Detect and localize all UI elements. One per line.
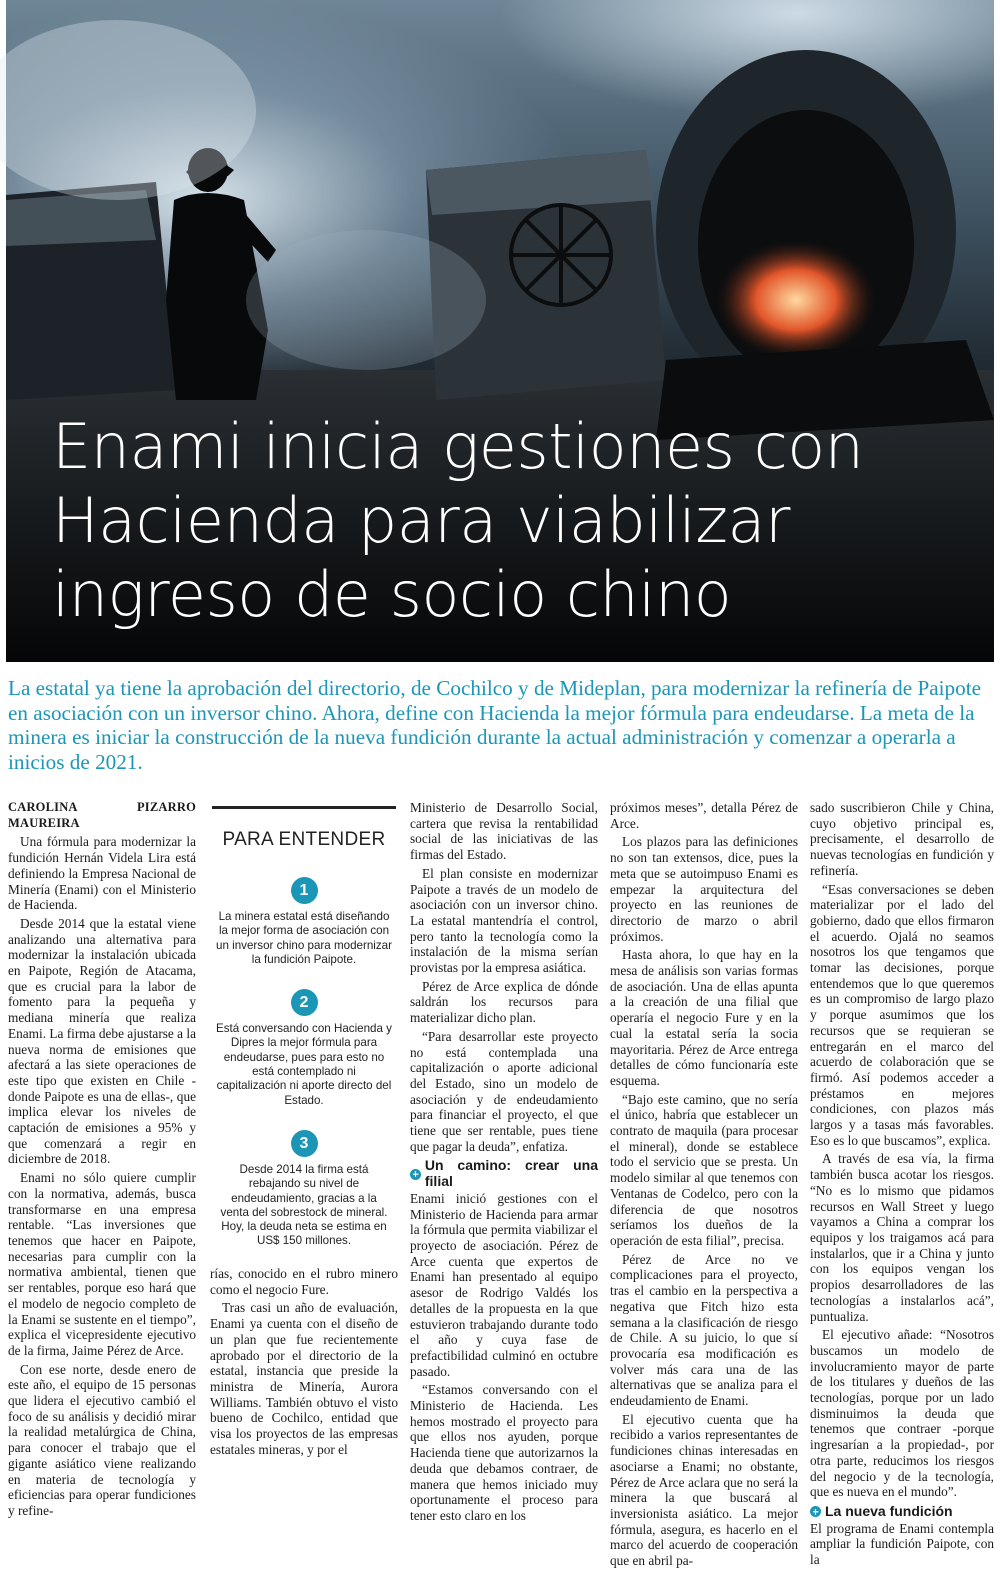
paragraph: Con ese norte, desde enero de este año, el equipo de 15 personas que lidera el ejecutivo cambió el foco de su análisis y decidió mirar la realidad metalúrgica de China, para conocer el trabajo que el gigante asiático viene realizando en materia de tecnología y eficiencias para operar fundiciones y refine-: [8, 1361, 196, 1518]
box-title: PARA ENTENDER: [222, 829, 386, 850]
column-4: [610, 800, 798, 1572]
column-5: [810, 800, 994, 1571]
box-item-text: La minera estatal está diseñando la mejor forma de asociación con un inversor chino para modernizar la fundición Paipote.: [216, 910, 392, 966]
column-3: [410, 800, 598, 1527]
box-item-text: Desde 2014 la firma está rebajando su nivel de endeudamiento, gracias a la venta del sobrestock de mineral. Hoy, la deuda neta se estima en US$ 150 millones.: [220, 1162, 388, 1248]
wheel-shape: [511, 205, 611, 305]
plus-bullet-icon: [810, 1506, 821, 1517]
hero-photo: [6, 0, 994, 662]
byline: CAROLINA PIZARRO MAUREIRA: [8, 800, 196, 830]
paragraph: A través de esa vía, la firma también busca acotar los riesgos. “No es lo mismo que pidamos recursos en Wall Street y luego vayamos a China a comprar los equipos y los traigamos acá para instalarlos, que ir a China y junto con los equipos vengan los propios desarrolladores de las tecnologías a instalarlos acá”, puntualiza.: [810, 1151, 994, 1324]
paragraph: próximos meses”, detalla Pérez de Arce.: [610, 800, 798, 831]
plus-bullet-icon: [410, 1169, 421, 1180]
paragraph: “Para desarrollar este proyecto no está contemplada una capitalización o aporte adicional del Estado, sino un modelo de asociación y de endeudamiento para financiar el proyecto, el que tiene que ser rentable, pues tiene que pagar la deuda”, enfatiza.: [410, 1028, 598, 1154]
number-badge: 1: [291, 877, 318, 904]
paragraph: Tras casi un año de evaluación, Enami ya cuenta con el diseño de un plan que fue recientemente aprobado por el directorio de la estatal, instancia que preside la ministra de Minería, Aurora Williams. También obtuvo el visto bueno de Cochilco, entidad que visa los proyectos de las empresas estatales mineras, y por el: [210, 1300, 398, 1457]
paragraph: El ejecutivo añade: “Nosotros buscamos un modelo de involucramiento mayor de parte de los titulares y dueños de las tecnologías, porque por un lado disminuimos la deuda que tenemos que contraer -porque ingresarían a la propiedad-, por otra parte, reducimos los riesgos del negocio y de la tecnología, que es nueva en el mundo”.: [810, 1327, 994, 1500]
subhead-text: Un camino: crear una filial: [424, 1157, 598, 1190]
article-lead: La estatal ya tiene la aprobación del directorio, de Cochilco y de Mideplan, para modernizar la refinería de Paipote en asociación con un inversor chino. Ahora, define con Hacienda la mejor fórmula para endeudarse. La meta de la minera es iniciar la construcción de la nueva fundición durante la actual administración y comenzar a operarla a inicios de 2021.: [8, 676, 982, 774]
paragraph: El plan consiste en modernizar Paipote a través de un modelo de asociación con un inversor chino. La estatal mantendría el control, pero tanto la tecnología como la instalación de la misma serían provistas por la empresa asiática.: [410, 865, 598, 976]
paragraph: sado suscribieron Chile y China, cuyo objetivo principal es, precisamente, el desarrollo de nuevas tecnologías en fundición y refinería.: [810, 800, 994, 878]
paragraph: “Estamos conversando con el Ministerio de Hacienda. Les hemos mostrado el proyecto para que ellos nos ayuden, porque Hacienda tiene que autorizarnos la deuda que debamos contraer, de manera que hemos iniciado muy oportunamente el proceso para tener esto claro en los: [410, 1382, 598, 1523]
paragraph: Una fórmula para modernizar la fundición Hernán Videla Lira está definiendo la Empresa Nacional de Minería (Enami) con el Ministerio de Hacienda.: [8, 834, 196, 913]
paragraph: “Esas conversaciones se deben materializar por el lado del gobierno, dado que ellos firmaron el acuerdo. Ojalá no seamos nosotros los que tengamos que tomar las decisiones, porque entendemos que lo que queremos es un compromiso de largo plazo y porque asumimos que los recursos que se requieran se entregarán en el marco del acuerdo de colaboración que se firmó. Así podemos acceder a préstamos en mejores condiciones, con plazos más largos y a tasas más favorables. Eso es lo que buscamos”, explica.: [810, 881, 994, 1148]
paragraph: Enami inició gestiones con el Ministerio de Hacienda para armar la fórmula que permita viabilizar el proyecto de asociación. Pérez de Arce cuenta que expertos de Enami han presentado al equipo asesor de Rodrigo Valdés los detalles de la propuesta en la que estuvieron trabajando durante todo el año y cuya fase de prefactibilidad culminó en octubre pasado.: [410, 1190, 598, 1379]
box-item-text: Está conversando con Hacienda y Dipres la mejor fórmula para endeudarse, pues para esto no está contemplado ni capitalización ni aporte directo del Estado.: [216, 1022, 392, 1107]
paragraph: El programa de Enami contempla ampliar la fundición Paipote, con la: [810, 1520, 994, 1568]
paragraph: Ministerio de Desarrollo Social, cartera que revisa la rentabilidad social de las iniciativas de las firmas del Estado.: [410, 800, 598, 863]
headline: Enami inicia gestiones con Hacienda para viabilizar ingreso de socio chino: [52, 410, 864, 631]
number-badge: 3: [291, 1130, 318, 1157]
box-item: [212, 877, 396, 967]
para-entender-box: [212, 806, 396, 1256]
paragraph: Pérez de Arce explica de dónde saldrán los recursos para materializar dicho plan.: [410, 978, 598, 1026]
box-item: [212, 1130, 396, 1249]
paragraph: Pérez de Arce no ve complicaciones para el proyecto, tras el cambio en la perspectiva a negativa que Fitch hizo esta semana a la clasificación de riesgo de Chile. A su juicio, lo que sí provocaría esa modificación es volver más cara una de las alternativas que se analiza para el endeudamiento de Enami.: [610, 1251, 798, 1409]
paragraph: “Bajo este camino, que no sería el único, habría que establecer un contrato de maquila (para procesar el mineral), donde se establece todo el servicio que se presta. Un modelo similar al que tenemos con Ventanas de Codelco, pero con la diferencia de que nosotros seríamos los dueños de la operación de esta filial”, precisa.: [610, 1091, 798, 1248]
number-badge: 2: [291, 989, 318, 1016]
subhead-crear-filial: [410, 1158, 598, 1189]
subhead-text: La nueva fundición: [825, 1502, 953, 1519]
column-2: [210, 1266, 398, 1460]
subhead-nueva-fundicion: [810, 1504, 994, 1520]
box-item: [212, 989, 396, 1108]
paragraph: Los plazos para las definiciones no son tan extensos, dice, pues la meta que se autoimpuso Enami es empezar la arquitectura del proyecto en las reuniones de directorio de marzo o abril próximos.: [610, 834, 798, 944]
paragraph: Desde 2014 que la estatal viene analizando una alternativa para modernizar la instalación ubicada en Paipote, Región de Atacama, que es crucial para la labor de fomento para la pequeña y mediana minería que realiza Enami. La firma debe ajustarse a la nueva norma de emisiones que afectará a las siete operaciones de este tipo que existen en Chile -donde Paipote es una de ellas-, que implica elevar los niveles de captación de emisiones a 95% y que comenzará a regir en diciembre de 2018.: [8, 915, 196, 1167]
paragraph: rías, conocido en el rubro minero como el negocio Fure.: [210, 1266, 398, 1297]
column-1: [8, 800, 196, 1522]
paragraph: Enami no sólo quiere cumplir con la normativa, además, busca transformarse en una empresa rentable. “Las inversiones que tenemos que hacer en Paipote, necesarias para cumplir con la normativa ambiental, tienen que ser rentables, porque eso hará que el modelo de negocio completo de la Enami se sustente en el tiempo”, explica el vicepresidente ejecutivo de la firma, Jaime Pérez de Arce.: [8, 1170, 196, 1358]
paragraph: El ejecutivo cuenta que ha recibido a varios representantes de fundiciones chinas interesadas en asociarse a Enami; no obstante, Pérez de Arce aclara que no será la minera la que buscará al inversionista asiático. La mejor fórmula, asegura, es hacerlo en el marco del acuerdo de cooperación que en abril pa-: [610, 1411, 798, 1569]
paragraph: Hasta ahora, lo que hay en la mesa de análisis son varias formas de asociación. Una de ellas apunta a la creación de una filial que operaría el negocio Fure y en la cual la estatal sería la socia mayoritaria. Pérez de Arce entrega detalles de cómo funcionaría este esquema.: [610, 947, 798, 1088]
